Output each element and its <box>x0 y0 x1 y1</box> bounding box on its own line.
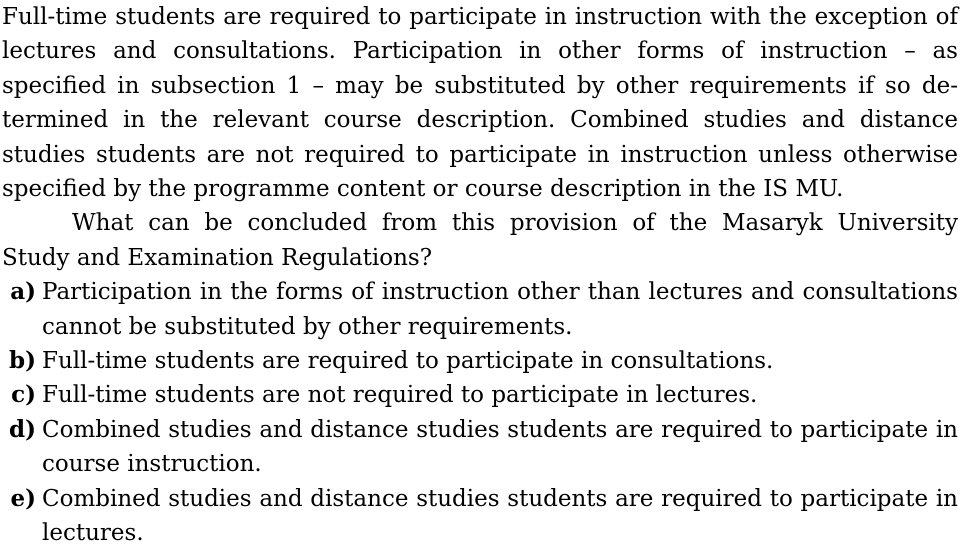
option-label: c) <box>11 381 36 409</box>
option-text: Combined studies and distance studies students are required to participate in course instruction. <box>42 416 958 478</box>
option-label: e) <box>10 484 36 512</box>
option-label: d) <box>9 415 36 443</box>
answer-option-b <box>2 344 958 378</box>
option-label: a) <box>10 278 36 306</box>
option-label: b) <box>9 347 36 375</box>
answer-option-d <box>2 413 958 482</box>
option-text: Combined studies and distance studies students are required to participate in lectures. <box>42 485 958 547</box>
answer-option-e <box>2 482 958 551</box>
option-text: Full-time students are required to participate in consultations. <box>42 348 774 375</box>
document-page <box>2 0 958 551</box>
question-text: What can be concluded from this provision of the Masaryk University Study and Examination Regulations? <box>2 210 958 271</box>
answer-option-a <box>2 275 958 344</box>
option-text: Full-time students are not required to participate in lectures. <box>42 382 758 409</box>
answer-option-c <box>2 378 958 412</box>
intro-paragraph: Full-time students are required to participate in instruction with the exception of lectures and consultations. Participation in other forms of instruction – as specified in subsection 1 – may be substituted by other requirements if so determined in the relevant course description. Combined studies and distance studies students are not required to participate in instruction unless otherwise specified by the programme content or course description in the IS MU. <box>2 4 958 203</box>
answer-options-list <box>2 275 958 550</box>
option-text: Participation in the forms of instruction other than lectures and consultations cannot be substituted by other requirements. <box>42 279 958 340</box>
